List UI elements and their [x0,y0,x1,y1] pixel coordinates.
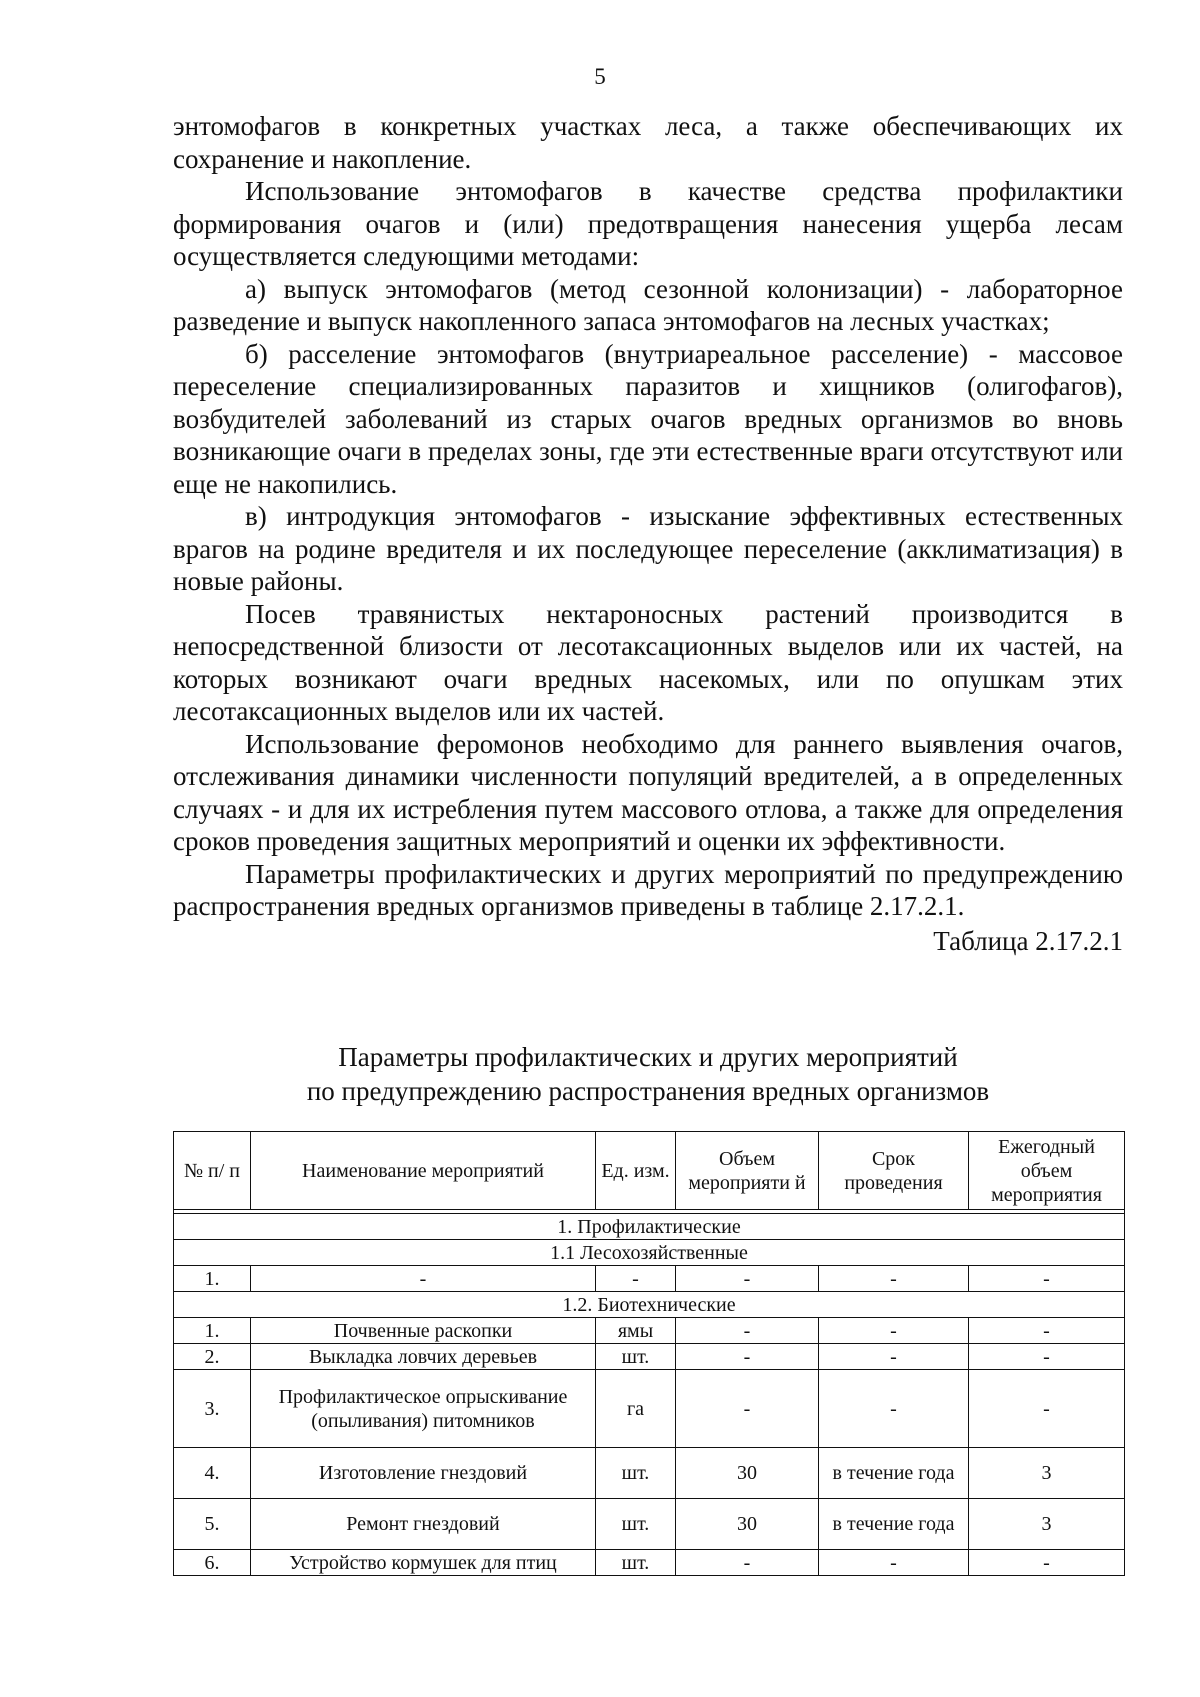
cell-term: - [819,1318,969,1344]
cell-volume: - [676,1318,819,1344]
header-name: Наименование мероприятий [251,1132,596,1210]
cell-number: 2. [174,1344,251,1370]
cell-name: Почвенные раскопки [251,1318,596,1344]
cell-number: 1. [174,1266,251,1292]
cell-annual-volume: - [969,1266,1125,1292]
table-title-line: по предупреждению распространения вредных организмов [306,1076,990,1106]
header-unit: Ед. изм. [596,1132,676,1210]
table-label: Таблица 2.17.2.1 [933,925,1123,956]
page-number: 5 [594,64,606,89]
cell-number: 1. [174,1318,251,1344]
cell-name: Устройство кормушек для птиц [251,1550,596,1576]
cell-number: 4. [174,1448,251,1499]
subsection-title: 1.1 Лесохозяйственные [174,1240,1125,1266]
paragraph: Использование энтомофагов в качестве средства профилактики формирования очагов и (или) предотвращения нанесения ущерба лесам осуществляется следующими методами: [173,176,1123,271]
header-term: Срок проведения [819,1132,969,1210]
paragraph: энтомофагов в конкретных участках леса, а также обеспечивающих их сохранение и накопление. [173,111,1123,174]
cell-unit: шт. [596,1448,676,1499]
cell-term: - [819,1550,969,1576]
cell-annual-volume: 3 [969,1499,1125,1550]
cell-annual-volume: 3 [969,1448,1125,1499]
cell-number: 3. [174,1370,251,1448]
cell-term: - [819,1344,969,1370]
cell-unit: - [596,1266,676,1292]
cell-annual-volume: - [969,1318,1125,1344]
cell-number: 6. [174,1550,251,1576]
paragraph: а) выпуск энтомофагов (метод сезонной колонизации) - лабораторное разведение и выпуск накопленного запаса энтомофагов на лесных участках; [173,273,1123,336]
cell-name: Профилактическое опрыскивание (опыливания) питомников [251,1370,596,1448]
table-row [174,1550,1125,1576]
table-row [174,1266,1125,1292]
paragraph: Параметры профилактических и других мероприятий по предупреждению распространения вредных организмов приведены в таблице 2.17.2.1. [173,858,1123,921]
paragraph: в) интродукция энтомофагов - изыскание эффективных естественных врагов на родине вредителя и их последующее переселение (акклиматизация) в новые районы. [173,501,1123,596]
paragraph: Использование феромонов необходимо для раннего выявления очагов, отслеживания динамики численности популяций вредителей, а в определенных случаях - и для их истребления путем массового отлова, а также для определения сроков проведения защитных мероприятий и оценки их эффективности. [173,728,1123,856]
cell-unit: шт. [596,1344,676,1370]
subsection-title: 1.2. Биотехнические [174,1292,1125,1318]
cell-annual-volume: - [969,1550,1125,1576]
table-row [174,1318,1125,1344]
table-subsection-row [174,1292,1125,1318]
cell-volume: - [676,1550,819,1576]
paragraph: б) расселение энтомофагов (внутриареальное расселение) - массовое переселение специализированных паразитов и хищников (олигофагов), возбудителей заболеваний из старых очагов вредных организмов во вновь возникающие очаги в пределах зоны, где эти естественные враги отсутствуют или еще не накопились. [173,338,1123,499]
table-header-row [174,1132,1125,1210]
paragraph: Посев травянистых нектароносных растений производится в непосредственной близости от лесотаксационных выделов или их частей, на которых возникают очаги вредных насекомых, или по опушкам этих лесотаксационных выделов или их частей. [173,598,1123,726]
cell-number: 5. [174,1499,251,1550]
table-row [174,1448,1125,1499]
cell-name: Изготовление гнездовий [251,1448,596,1499]
cell-volume: - [676,1370,819,1448]
cell-volume: 30 [676,1499,819,1550]
section-title: 1. Профилактические [174,1214,1125,1240]
cell-term: в течение года [819,1499,969,1550]
cell-term: в течение года [819,1448,969,1499]
parameters-table [173,1131,1125,1576]
cell-unit: шт. [596,1550,676,1576]
cell-name: - [251,1266,596,1292]
table-row [174,1344,1125,1370]
cell-unit: га [596,1370,676,1448]
cell-name: Ремонт гнездовий [251,1499,596,1550]
cell-volume: - [676,1266,819,1292]
cell-unit: шт. [596,1499,676,1550]
table-title-line: Параметры профилактических и других мероприятий [338,1042,958,1072]
header-number: № п/ п [174,1132,251,1210]
header-volume: Объем мероприяти й [676,1132,819,1210]
cell-volume: 30 [676,1448,819,1499]
table-row [174,1499,1125,1550]
header-annual-volume: Ежегодный объем мероприятия [969,1132,1125,1210]
table-row [174,1370,1125,1448]
cell-annual-volume: - [969,1344,1125,1370]
cell-term: - [819,1370,969,1448]
table-section-row [174,1214,1125,1240]
table-title [173,1040,1123,1108]
cell-name: Выкладка ловчих деревьев [251,1344,596,1370]
cell-volume: - [676,1344,819,1370]
table-subsection-row [174,1240,1125,1266]
cell-unit: ямы [596,1318,676,1344]
cell-annual-volume: - [969,1370,1125,1448]
cell-term: - [819,1266,969,1292]
body-text [173,110,1123,957]
